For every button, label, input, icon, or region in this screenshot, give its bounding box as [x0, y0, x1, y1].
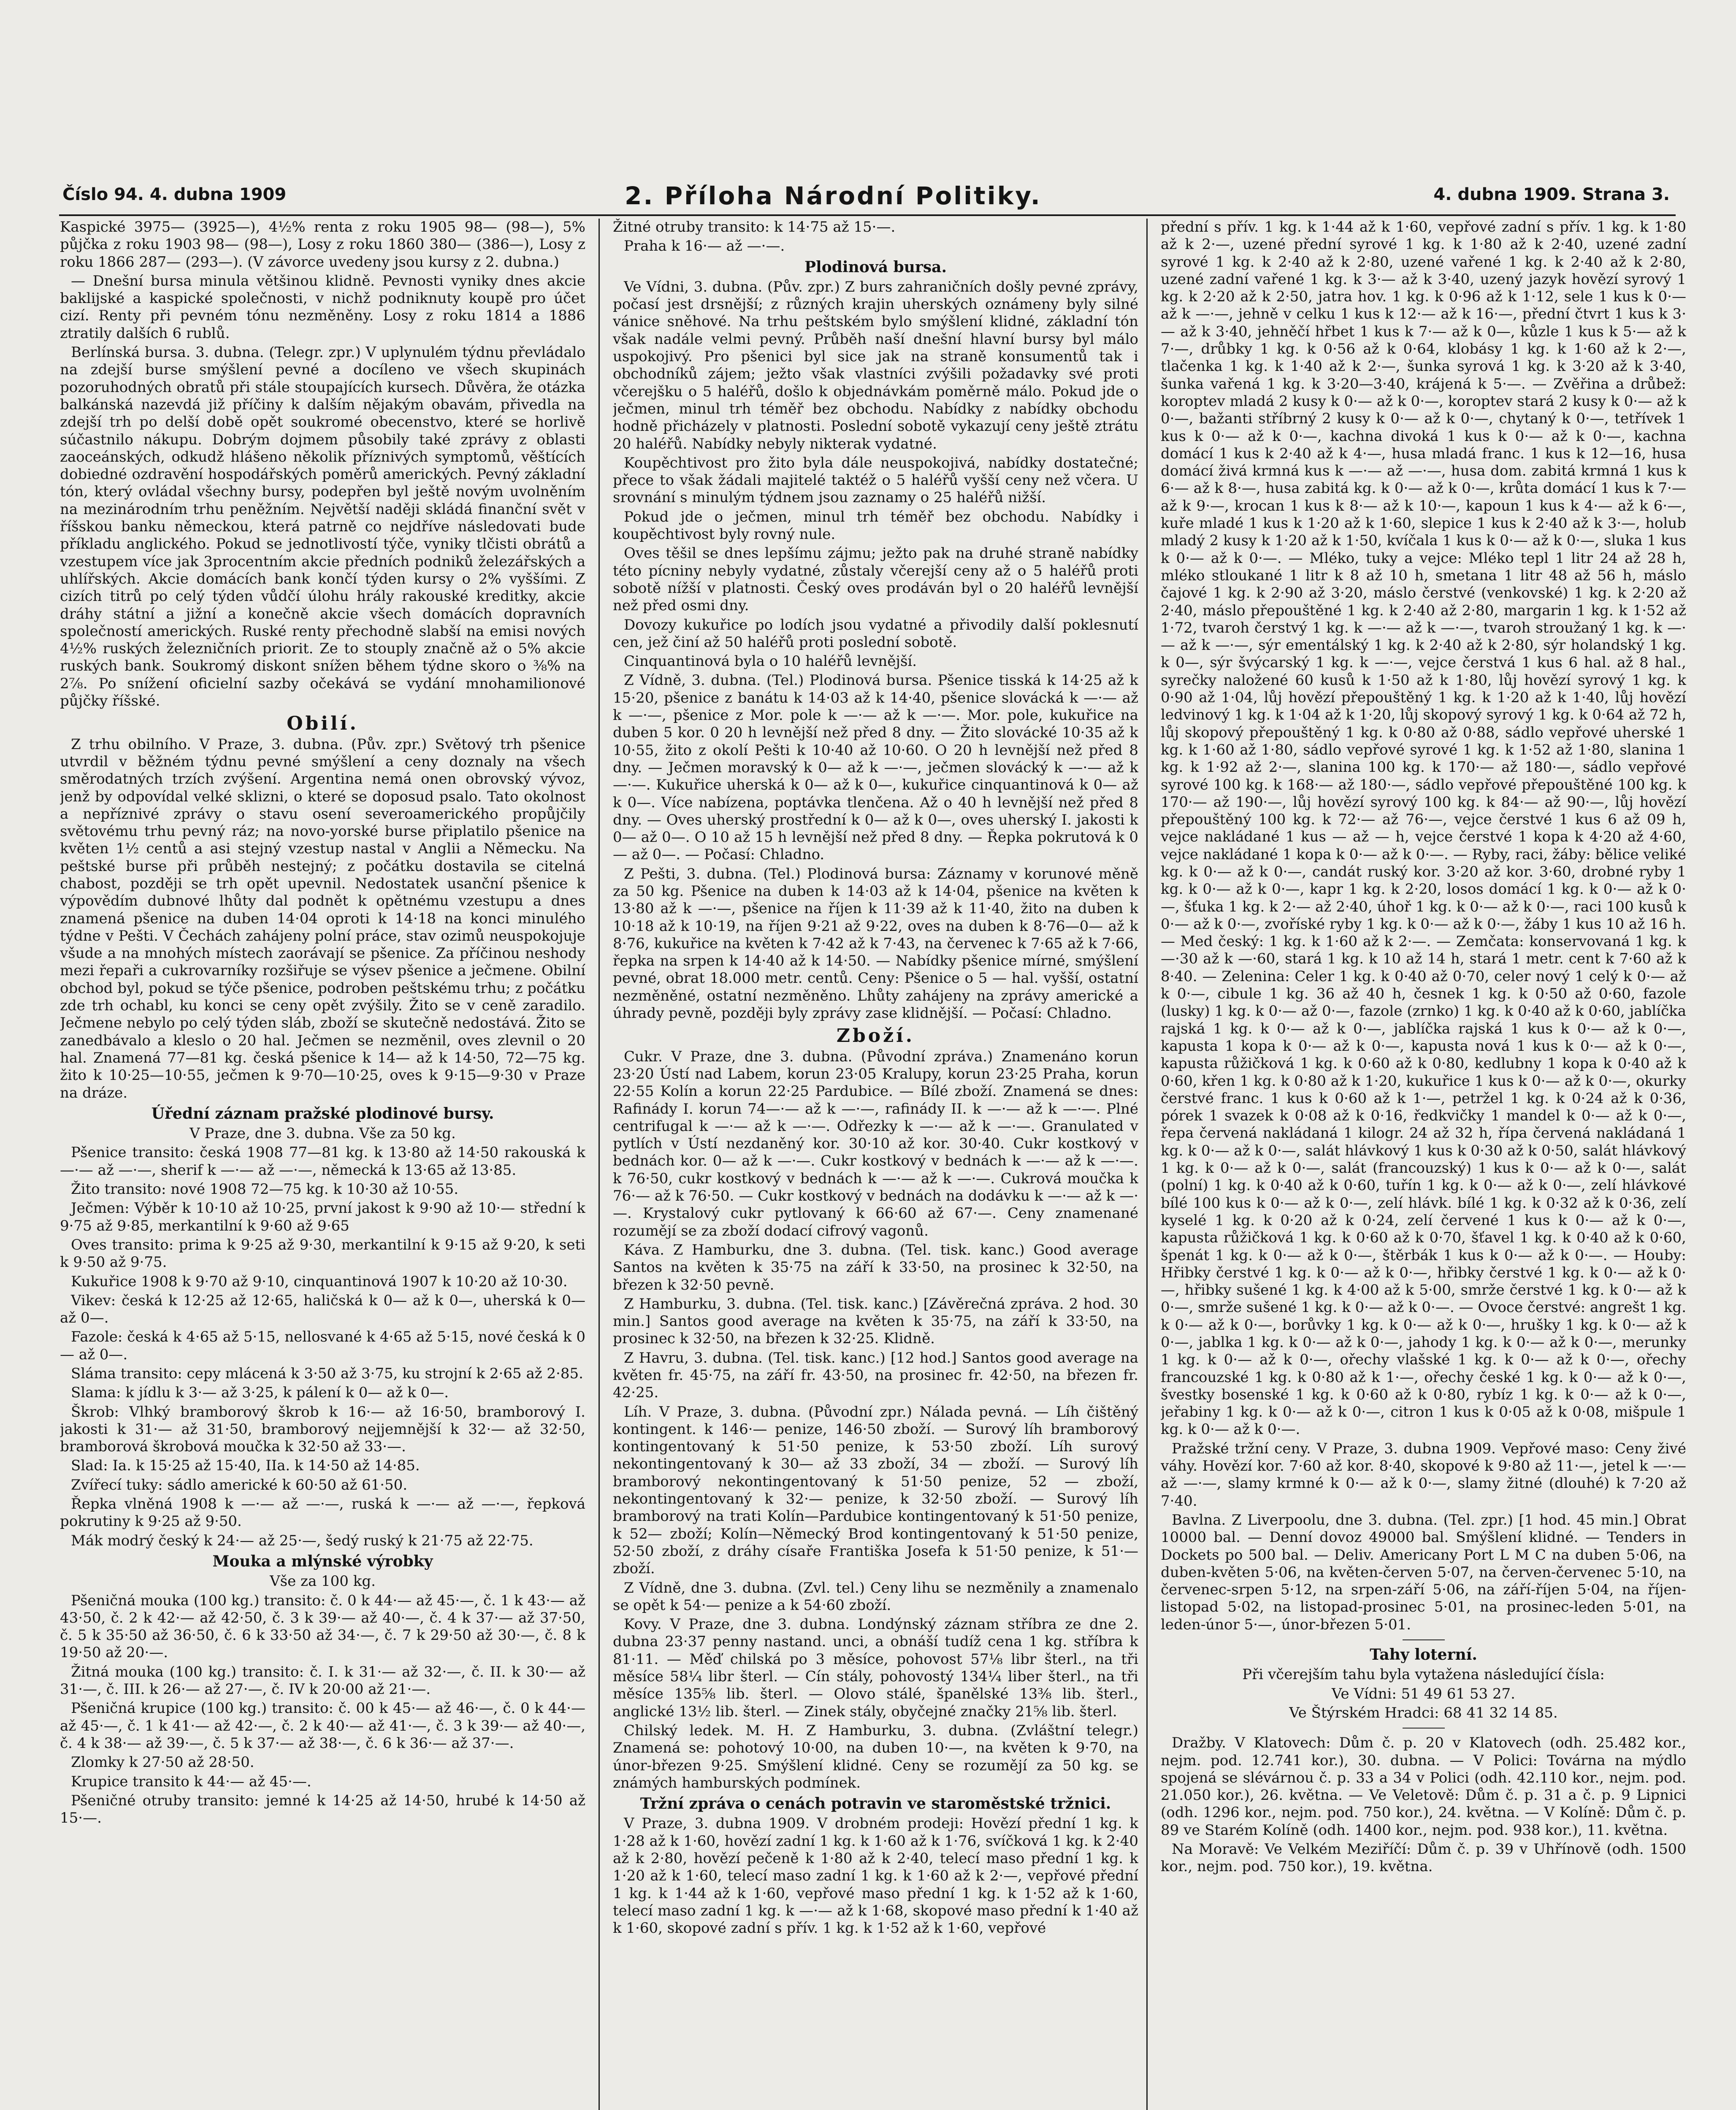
- paragraph: Žitné otruby transito: k 14·75 až 15·—.: [613, 219, 896, 235]
- paragraph: Fazole: česká k 4·65 až 5·15, nellosvané k 4·65 až 5·15, nové česká k 0— až 0—.: [60, 1328, 585, 1363]
- paragraph: Oves těšil se dnes lepšímu zájmu; ježto pak na druhé straně nabídky této pícniny nebyly vydatné, zůstaly včerejší ceny až o 5 haléřů proti sobotě nížší v platnosti. Český oves prodáván byl o 20 haléřů levnější než před osmi dny.: [613, 545, 1138, 614]
- paragraph: Řepka vlněná 1908 k —·— až —·—, ruská k —·— až —·—, řepková pokrutiny k 9·25 až 9·50.: [60, 1496, 585, 1530]
- paragraph: Z Pešti, 3. dubna. (Tel.) Plodinová bursa: Záznamy v korunové měně za 50 kg. Pšenice na duben k 14·03 až k 14·04, pšenice na květen k 13·80 až k —·—, pšenice na říjen k 11·39 až k 11·40, žito na duben k 10·18 až k 10·19, na říjen 9·21 až 9·22, oves na duben k 8·76—0— až k 8·76, kukuřice na květen k 7·42 až k 7·43, na červenec k 7·65 až k 7·66, řepka na srpen k 14·40 až k 14·50. — Nabídky pšenice mírné, smýšlení pevné, obrat 18.000 metr. centů. Ceny: Pšenice o 5 — hal. vyšší, ostatní nezměněné, ostatní nezměněno. Lhůty zahájeny na zprávy americké a úhrady pevně, později byly zprávy zase klidnější. — Počasí: Chladno.: [613, 865, 1138, 1022]
- paragraph: Z trhu obilního. V Praze, 3. dubna. (Pův. zpr.) Světový trh pšenice utvrdil v běžném týdnu pevné smýšlení a ceny doznaly na všech směrodatných trzích zvýšení. Argentina nemá onen obrovský vývoz, jenž by odpovídal velké sklizni, o které se doposud psalo. Tato okolnost a nepříznivé zprávy o stavu osení severoamerického propůjčily světovému trhu pevný ráz; na novo-yorské burse připlatilo pšenice na květen 1½ centů a asi stejný vzestup nastal v Anglii a Německu. Na peštské burse při průběh nestejný; z počátku dostavila se citelná chabost, později se trh opět upevnil. Nedostatek usanční pšenice k výpovědím dubnové lhůty dal podnět k opětnému vzestupu a dnes znamená pšenice na duben 14·04 oproti k 14·18 na konci minulého týdne v Pešti. V Čechách zahájeny polní práce, stav ozimů neuspokojuje všude a na mnohých místech zaorávají se pšenice. Za příčinou neshody mezi řepaři a cukrovarníky rozšiřuje se výsev pšenice a ječmene. Obilní obchod byl, pokud se týče pšenice, podroben peštskému trhu; z počátku zde trh ochabl, ku konci se ceny opět zvýšily. Žito se v ceně zaradilo. Ječmene nebylo po celý týden sláb, zboží se skutečně nedostává. Žito se zanedbávalo a kleslo o 20 hal. Ječmen se nezměnil, oves zlevnil o 20 hal. Znamená 77—81 kg. česká pšenice k 14— až k 14·50, 72—75 kg. žito k 10·25—10·55, ječmen k 9·70—10·25, oves k 9·15—9·30 v Praze na dráze.: [60, 736, 585, 1101]
- paragraph: Pšenice transito: česká 1908 77—81 kg. k 13·80 až 14·50 rakouská k —·— až —·—, sherif k —·— až —·—, německá k 13·65 až 13·85.: [60, 1144, 585, 1179]
- paragraph: přední s přív. 1 kg. k 1·44 až k 1·60, vepřové zadní s přív. 1 kg. k 1·80 až k 2·—, uzené přední syrové 1 kg. k 1·80 až k 2·40, uzené zadní syrové 1 kg. k 2·40 až k 2·80, uzené vařené 1 kg. k 2·40 až k 2·80, uzené zadní vařené 1 kg. k 3·— až k 3·40, uzený jazyk hovězí syrový 1 kg. k 2·20 až k 2·50, jatra hov. 1 kg. k 0·96 až k 1·12, sele 1 kus k 0·— až k —·—, jehně v celku 1 kus k 12·— až k 16·—, přední čtvrt 1 kus k 3·— až k 3·40, jehněčí hřbet 1 kus k 7·— až k 0—, kůzle 1 kus k 5·— až k 7·—, drůbky 1 kg. k 0·56 až k 0·64, klobásy 1 kg. k 1·60 až k 2·—, tlačenka 1 kg. k 1·40 až k 2·—, šunka syrová 1 kg. k 3·20 až k 3·40, šunka vařená 1 kg. k 3·20—3·40, krájená k 5·—. — Zvěřina a drůbež: koroptev mladá 2 kusy k 0·— až k 0·—, koroptev stará 2 kusy k 0·— až k 0·—, bažanti stříbrný 2 kusy k 0·— až k 0·—, chytaný k 0·—, tetřívek 1 kus k 0·— až k 0·—, kachna divoká 1 kus k 0·— až k 0·—, kachna domácí 1 kus k 2·40 až k 4·—, husa mladá franc. 1 kus k 12—16, husa domácí živá krmná kus k —·— až —·—, husa dom. zabitá krmná 1 kus k 6·— až k 8·—, husa zabitá kg. k 0·— až k 0·—, krůta domácí 1 kus k 7·— až k 9·—, krocan 1 kus k 8·— až k 10·—, kapoun 1 kus k 4·— až k 6·—, kuře mladé 1 kus k 1·20 až k 1·60, slepice 1 kus k 2·40 až k 3·—, holub mladý 2 kusy k 1·20 až k 1·50, kvíčala 1 kus k 0·— až k 0·—, sluka 1 kus k 0·— až k 0·—. — Mléko, tuky a vejce: Mléko tepl 1 litr 24 až 28 h, mléko stloukané 1 litr k 8 až 10 h, smetana 1 litr 48 až 56 h, máslo čajové 1 kg. k 2·90 až 3·20, máslo čerstvé (venkovské) 1 kg. k 2·20 až 2·40, máslo přepouštěné 1 kg. k 2·40 až 2·80, margarin 1 kg. k 1·52 až 1·72, tvaroh čerstvý 1 kg. k —·— až k —·—, tvaroh stroužaný 1 kg. k —·— až k —·—, sýr ementálský 1 kg. k 2·40 až k 2·80, sýr holandský 1 kg. k 0—, sýr švýcarský 1 kg. k —·—, vejce čerstvá 1 kus 6 hal. až 8 hal., syrečky naložené 60 kusů k 1·50 až k 1·80, lůj hovězí syrový 1 kg. k 0·90 až 1·04, lůj hovězí přepouštěný 1 kg. k 1·20 až k 1·40, lůj hovězí ledvinový 1 kg. k 1·04 až k 1·20, lůj skopový syrový 1 kg. k 0·64 až 72 h, lůj skopový přepouštěný 1 kg. k 0·80 až 0·88, sádlo vepřové uherské 1 kg. k 1·60 až 1·80, sádlo vepřové syrové 1 kg. k 1·52 až 1·80, slanina 1 kg. k 1·92 až 2·—, slanina 100 kg. k 170·— až 180·—, sádlo vepřové syrové 100 kg. k 168·— až 180·—, sádlo vepřové přepouštěné 100 kg. k 170·— až 190·—, lůj hovězí syrový 100 kg. k 84·— až 90·—, lůj hovězí přepouštěný 100 kg. k 72·— až 76·—, vejce čerstvé 1 kus 6 až 09 h, vejce nakládané 1 kus — až — h, vejce čerstvé 1 kopa k 4·20 až 4·60, vejce nakládané 1 kopa k 0·— až k 0·—. — Ryby, raci, žáby: bělice veliké kg. k 0·— až k 0·—, candát ruský kor. 3·20 až kor. 3·60, drobné ryby 1 kg. k 0·— až k 0·—, kapr 1 kg. k 2·20, losos domácí 1 kg. k 0·— až k 0·—, šťuka 1 kg. k 2·— až 2·40, úhoř 1 kg. k 0·— až k 0·—, raci 100 kusů k 0·— až k 0·—, zvoříské ryby 1 kg. k 0·— až k 0·—, žáby 1 kus 10 až 16 h. — Med český: 1 kg. k 1·60 až k 2·—. — Zemčata: konservovaná 1 kg. k —·30 až k —·60, stará 1 kg. k 10 až 14 h, stará 1 metr. cent k 7·60 až k 8·40. — Zelenina: Celer 1 kg. k 0·40 až 0·70, celer nový 1 celý k 0·— až k 0·—, cibule 1 kg. 36 až 40 h, česnek 1 kg. k 0·50 až 0·60, fazole (lusky) 1 kg. k 0·— až 0·—, fazole (zrnko) 1 kg. k 0·40 až k 0·60, jablíčka rajská 1 kg. k 0·— až k 0·—, jablíčka rajská 1 kus k 0·— až k 0·—, kapusta 1 kopa k 0·— až k 0·—, kapusta nová 1 kus k 0·— až k 0·—, kapusta růžičková 1 kg. k 0·60 až k 0·80, kedlubny 1 kopa k 0·40 až k 0·60, křen 1 kg. k 0·80 až k 1·20, kukuřice 1 kus k 0·— až k 0·—, okurky čerstvé franc. 1 kus k 0·60 až k 1·—, petržel 1 kg. k 0·24 až k 0·36, pórek 1 svazek k 0·08 až k 0·16, ředkvičky 1 mandel k 0·— až k 0·—, řepa červená nakládaná 1 kilogr. 24 až 32 h, řípa červená nakládaná 1 kg. k 0·— až k 0·—, salát hlávkový 1 kus k 0·30 až k 0·50, salát hlávkový 1 kg. k 0·— až k 0·—, salát (francouzský) 1 kus k 0·— až k 0·—, salát (polní) 1 kg. k 0·40 až k 0·60, tuřín 1 kg. k 0·— až k 0·—, zelí hlávkové bílé 100 kus k 0·— až k 0·—, zelí hlávk. bílé 1 kg. k 0·32 až k 0·36, zelí kyselé 1 kg. k 0·20 až k 0·24, zelí červené 1 kus k 0·— až k 0·—, kapusta růžičková 1 kg. k 0·60 až k 0·70, šťavel 1 kg. k 0·40 až k 0·60, špenát 1 kg. k 0·— až k 0·—, štěrbák 1 kus k 0·— až k 0·—. — Houby: Hřibky čerstvé 1 kg. k 0·— až k 0·—, hřibky čerstvé 1 kg. k 0·— až k 0·—, hřibky sušené 1 kg. k 4·00 až k 5·00, smrže čerstvé 1 kg. k 0·— až k 0·—, smrže sušené 1 kg. k 0·— až k 0·—. — Ovoce čerstvé: angrešt 1 kg. k 0·— až k 0·—, borůvky 1 kg. k 0·— až k 0·—, hrušky 1 kg. k 0·— až k 0·—, jablka 1 kg. k 0·— až k 0·—, jahody 1 kg. k 0·— až k 0·—, merunky 1 kg. k 0·— až k 0·—, ořechy vlašské 1 kg. k 0·— až k 0·—, ořechy francouzské 1 kg. k 0·80 až k 1·—, ořechy české 1 kg. k 0·— až k 0·—, švestky bosenské 1 kg. k 0·60 až k 0·80, rybíz 1 kg. k 0·— až k 0·—, jeřabiny 1 kg. k 0·— až k 0·—, citron 1 kus k 0·05 až k 0·08, mišpule 1 kg. k 0·— až k 0·—.: [1161, 219, 1686, 1438]
- section-heading: Tahy loterní.: [1370, 1646, 1477, 1664]
- paragraph: Z Havru, 3. dubna. (Tel. tisk. kanc.) [12 hod.] Santos good average na květen fr. 45·75, na září fr. 43·50, na prosinec fr. 42·50, na březen fr. 42·25.: [613, 1349, 1138, 1401]
- column-divider: [599, 219, 600, 2110]
- paragraph: Zvířecí tuky: sádlo americké k 60·50 až 61·50.: [71, 1476, 408, 1493]
- paragraph: Krupice transito k 44·— až 45·—.: [71, 1773, 311, 1790]
- paragraph: Dovozy kukuřice po lodích jsou vydatné a přivodily další poklesnutí cen, jež činí až 50 haléřů proti poslední sobotě.: [613, 616, 1138, 651]
- paragraph: Žitná mouka (100 kg.) transito: č. I. k 31·— až 32·—, č. II. k 30·— až 31·—, č. III. k 26·— až 27·—, č. IV k 20·00 až 21·—.: [60, 1663, 585, 1698]
- paragraph: Kaspické 3975— (3925—), 4½% renta z roku 1905 98— (98—), 5% půjčka z roku 1903 98— (98—), Losy z roku 1860 380— (386—), Losy z roku 1866 287— (293—). (V závorce uvedeny jsou kursy z 2. dubna.): [60, 219, 585, 271]
- paragraph: Oves transito: prima k 9·25 až 9·30, merkantilní k 9·15 až 9·20, k seti k 9·50 až 9·75.: [60, 1236, 585, 1271]
- paragraph: Cinquantinová byla o 10 haléřů levnější.: [624, 653, 917, 670]
- paragraph: Z Vídně, 3. dubna. (Tel.) Plodinová bursa. Pšenice tisská k 14·25 až k 15·20, pšenice z banátu k 14·03 až k 14·40, pšenice slovácká k —·— až k —·—, pšenice z Mor. pole k —·— až k —·—. Mor. pole, kukuřice na duben 5 kor. 0 20 h levnější než před 8 dny. — Žito slovácké 10·35 až k 10·55, žito z okolí Pešti k 10·40 až 10·60. O 20 h levnější než před 8 dny. — Ječmen moravský k 0— až k —·—, ječmen slovácký k —·— až k —·—. Kukuřice uherská k 0— až k 0—, kukuřice cinquantinová k 0— až k 0—. Více nabízena, poptávka tlenčena. Až o 40 h levnější než před 8 dny. — Oves uherský prostřední k 0— až k 0—, oves uherský I. jakosti k 0— až 0—. O 10 až 15 h levnější než před 8 dny. — Řepka pokrutová k 0— až 0—. — Počasí: Chladno.: [613, 672, 1138, 863]
- section-heading: Tržní zpráva o cenách potravin ve staroměstské tržnici.: [640, 1795, 1111, 1813]
- paragraph: — Dnešní bursa minula většinou klidně. Pevnosti vyniky dnes akcie baklijské a kaspické společnosti, v nichž podniknuty koupě pro účet cizí. Renty při pevném tónu nezměněny. Losy z roku 1814 a 1886 ztratily dalších 6 rublů.: [60, 272, 585, 342]
- paragraph: Pšeničná krupice (100 kg.) transito: č. 00 k 45·— až 46·—, č. 0 k 44·— až 45·—, č. 1 k 41·— až 42·—, č. 2 k 40·— až 41·—, č. 3 k 39·— až 40·—, č. 4 k 38·— až 39·—, č. 5 k 37·— až 38·—, č. 6 k 36·— až 37·—.: [60, 1700, 585, 1752]
- paragraph: Zlomky k 27·50 až 28·50.: [71, 1754, 255, 1771]
- paragraph: Z Vídně, dne 3. dubna. (Zvl. tel.) Ceny lihu se nezměnily a znamenalo se opět k 54·— penize a k 54·60 zboží.: [613, 1579, 1138, 1614]
- paragraph: Pražské tržní ceny. V Praze, 3. dubna 1909. Vepřové maso: Ceny živé váhy. Hovězí kor. 7·60 až kor. 8·40, skopové k 9·80 až 11·—, jetel k —·— až —·—, slamy krmné k 0·— až k 0·—, slamy žitné (dlouhé) k 7·20 až 7·40.: [1161, 1440, 1686, 1509]
- paragraph: Ječmen: Výběr k 10·10 až 10·25, první jakost k 9·90 až 10·— střední k 9·75 až 9·85, merkantilní k 9·60 až 9·65: [60, 1200, 585, 1234]
- paragraph: Slama: k jídlu k 3·— až 3·25, k pálení k 0— až k 0—.: [71, 1384, 449, 1401]
- paragraph: Bavlna. Z Liverpoolu, dne 3. dubna. (Tel. zpr.) [1 hod. 45 min.] Obrat 10000 bal. — Denní dovoz 49000 bal. Smýšlení klidné. — Tenders in Dockets po 500 bal. — Deliv. Americany Port L M C na duben 5·06, na duben-květen 5·06, na květen-červen 5·07, na červen-červenec 5·10, na červenec-srpen 5·12, na srpen-září 5·06, na září-říjen 5·04, na říjen-listopad 5·02, na listopad-prosinec 5·01, na prosinec-leden 5·01, na leden-únor 5·—, únor-březen 5·01.: [1161, 1511, 1686, 1633]
- paragraph: Cukr. V Praze, dne 3. dubna. (Původní zpráva.) Znamenáno korun 23·20 Ústí nad Labem, korun 23·05 Kralupy, korun 23·25 Praha, korun 22·55 Kolín a korun 22·25 Pardubice. — Bílé zboží. Znamená se dnes: Rafinády I. korun 74—·— až k —·—, rafinády II. k —·— až k —·—. Plné centrifugal k —·— až k —·—. Odřezky k —·— až k —·—. Granulated v pytlích v Ústí nezdaněný kor. 30·10 až kor. 30·40. Cukr kostkový v bednách kor. 0— až k —·—. Cukr kostkový v bednách k —·— až k —·—. k 76·50, cukr kostkový v bednách k —·— až k —·—. Cukrová moučka k 76·— až k 76·50. — Cukr kostkový v bednách na dodávku k —·— až k —·—. Krystalový cukr pytlovaný k 66·60 až 67·—. Ceny znamenané rozumějí se za zboží dodací cifrový vagonů.: [613, 1048, 1138, 1239]
- paragraph: Dražby. V Klatovech: Dům č. p. 20 v Klatovech (odh. 25.482 kor., nejm. pod. 12.741 kor.), 30. dubna. — V Polici: Továrna na mýdlo spojená se slévárnou č. p. 33 a 34 v Polici (odh. 42.110 kor., nejm. pod. 21.050 kor.), 26. května. — Ve Veletově: Dům č. p. 31 a č. p. 9 Lipnici (odh. 1296 kor., nejm. pod. 750 kor.), 24. května. — V Kolíně: Dům č. p. 89 ve Starém Kolíně (odh. 1400 kor., nejm. pod. 938 kor.), 11. května.: [1161, 1734, 1686, 1839]
- separator-rule: [1403, 1639, 1445, 1640]
- paragraph: Pšeničné otruby transito: jemné k 14·25 až 14·50, hrubé k 14·50 až 15·—.: [60, 1792, 585, 1827]
- section-heading: Obilí.: [287, 713, 359, 735]
- paragraph: Na Moravě: Ve Velkém Meziříčí: Dům č. p. 39 v Uhřínově (odh. 1500 kor., nejm. pod. 750 kor.), 19. května.: [1161, 1841, 1686, 1875]
- paragraph: Vše za 100 kg.: [270, 1573, 376, 1590]
- paragraph: Kovy. V Praze, dne 3. dubna. Londýnský záznam stříbra ze dne 2. dubna 23·37 penny nastand. unci, a obnáší tudíž cena 1 kg. stříbra k 81·11. — Měď chilská po 3 měsíce, pohovost 57⅛ libr šterl., na tři měsíce 58¼ libr šterl. — Cín stály, pohovostý 134¼ liber šterl., na tři měsíce 135⅝ lib. šterl. — Olovo stálé, španělské 13⅜ lib. šterl., anglické 13½ lib. šterl. — Zinek stály, obyčejné značky 21⅝ lib. šterl.: [613, 1616, 1138, 1720]
- section-heading: Zboží.: [836, 1025, 915, 1047]
- paragraph: Škrob: Vlhký bramborový škrob k 16·— až 16·50, bramborový I. jakosti k 31·— až 31·50, bramborový nejjemnější k 32·— až 32·50, bramborová škrobová moučka k 32·50 až 33·—.: [60, 1403, 585, 1455]
- paragraph: Pšeničná mouka (100 kg.) transito: č. 0 k 44·— až 45·—, č. 1 k 43·— až 43·50, č. 2 k 42·— až 42·50, č. 3 k 39·— až 40·—, č. 4 k 37·— až 37·50, č. 5 k 35·50 až 36·50, č. 6 k 33·50 až 34·—, č. 7 k 29·50 až 30·—, č. 8 k 19·50 až 20·—.: [60, 1592, 585, 1661]
- paragraph: Praha k 16·— až —·—.: [624, 238, 785, 255]
- separator-rule: [1403, 1728, 1445, 1729]
- paragraph: Káva. Z Hamburku, dne 3. dubna. (Tel. tisk. kanc.) Good average Santos na květen k 35·75 na září k 33·50, na prosinec k 32·50, na březen k 32·50 pevně.: [613, 1241, 1138, 1293]
- paragraph: Ve Vídni: 51 49 61 53 27.: [1332, 1685, 1515, 1702]
- page-header: [59, 181, 1676, 211]
- column-1: [60, 219, 585, 2110]
- paragraph: Líh. V Praze, 3. dubna. (Původní zpr.) Nálada pevná. — Líh čištěný kontingent. k 146·— penize, 146·50 zboží. — Surový líh bramborový kontingentovaný k 51·50 penize, k 53·50 zboží. Líh surový nekontingentovaný k 30— až 33 zboží, 34 — zboží. — Surový líh bramborový nekontingentovaný k 51·50 penize, 52 — zboží, nekontingentovaný k 32·— penize, k 32·50 zboží. — Surový líh bramborový na trati Kolín—Pardubice kontingentovaný k 51·50 penize, k 52— zboží; Kolín—Německý Brod kontingentovaný k 51·50 penize, 52·50 zboží, z dráhy císaře Františka Josefa k 51·50 penize, k 51·— zboží.: [613, 1403, 1138, 1577]
- column-3: [1161, 219, 1686, 2110]
- paragraph: Mák modrý český k 24·— až 25·—, šedý ruský k 21·75 až 22·75.: [71, 1532, 534, 1549]
- header-rule: [59, 214, 1676, 216]
- paragraph: Z Hamburku, 3. dubna. (Tel. tisk. kanc.) [Závěrečná zpráva. 2 hod. 30 min.] Santos good average na květen k 35·75, na září k 33·50, na prosinec k 32·50, na březen k 32·25. Klidně.: [613, 1295, 1138, 1347]
- paragraph: Ve Vídni, 3. dubna. (Pův. zpr.) Z burs zahraničních došly pevné zprávy, počasí jest drsnější; z různých krajin uherských oznámeny byly silné vánice sněhové. Na trhu peštském bylo smýšlení klidné, základní tón však nadále velmi pevný. Průběh naší dnešní hlavní bursy byl málo uspokojivý. Pro pšenici byl sice jak na straně konsumentů tak i obchodníků zájem; ježto však vlastníci zvýšili požadavky své proti včerejšku o 5 haléřů, došlo k objednávkám poměrně málo. Pokud jde o ječmen, minul trh téměř bez obchodu. Nabídky z nabídky obchodu hodně přicházely v platnosti. Poslední sobotě vykazují ceny ještě ztrátu 20 haléřů. Nabídky nebyly nikterak vydatné.: [613, 278, 1138, 452]
- supplement-title: 2. Příloha Národní Politiky.: [625, 181, 1042, 210]
- paragraph: V Praze, dne 3. dubna. Vše za 50 kg.: [190, 1125, 456, 1142]
- page-date-number: 4. dubna 1909. Strana 3.: [1433, 185, 1670, 204]
- section-heading: Mouka a mlýnské výrobky: [212, 1552, 433, 1570]
- paragraph: Kukuřice 1908 k 9·70 až 9·10, cinquantinová 1907 k 10·20 až 10·30.: [71, 1273, 568, 1290]
- paragraph: Chilský ledek. M. H. Z Hamburku, 3. dubna. (Zvláštní telegr.) Znamená se: pohotový 10·00, na duben 10·—, na květen k 9·70, na únor-březen 9·25. Smýšlení klidné. Ceny se rozumějí za 50 kg. se známých hamburských podmínek.: [613, 1722, 1138, 1791]
- paragraph: Koupěchtivost pro žito byla dále neuspokojivá, nabídky dostatečné; přece to však žádali majitelé taktéž o 5 haléřů vyšší ceny než včera. U srovnání s minulým týdnem jsou zaznamy o 25 haléřů nižší.: [613, 454, 1138, 506]
- section-subheading: Úřední záznam pražské plodinové bursy.: [151, 1104, 494, 1123]
- paragraph: Vikev: česká k 12·25 až 12·65, haličská k 0— až k 0—, uherská k 0— až 0—.: [60, 1292, 585, 1327]
- column-divider: [1146, 219, 1148, 2110]
- paragraph: Pokud jde o ječmen, minul trh téměř bez obchodu. Nabídky i koupěchtivost byly rovný nule.: [613, 508, 1138, 543]
- issue-number-date: Číslo 94. 4. dubna 1909: [62, 185, 287, 204]
- paragraph: Při včerejším tahu byla vytažena následující čísla:: [1242, 1666, 1605, 1683]
- section-heading: Plodinová bursa.: [804, 258, 947, 276]
- paragraph: V Praze, 3. dubna 1909. V drobném prodeji: Hovězí přední 1 kg. k 1·28 až k 1·60, hovězí zadní 1 kg. k 1·60 až k 1·76, svíčková 1 kg. k 2·40 až k 2·80, hovězí pečeně k 1·80 až k 2·40, telecí maso přední 1 kg. k 1·20 až k 1·60, telecí maso zadní 1 kg. k 1·60 až k 2·—, vepřové přední 1 kg. k 1·44 až k 1·60, vepřové maso přední 1 kg. k 1·52 až k 1·60, telecí maso zadní 1 kg. k —·— až k 1·68, skopové maso přední k 1·40 až k 1·60, skopové zadní s přív. 1 kg. k 1·52 až k 1·60, vepřové: [613, 1815, 1138, 1937]
- paragraph: Sláma transito: cepy mlácená k 3·50 až 3·75, ku strojní k 2·65 až 2·85.: [71, 1365, 583, 1382]
- column-2: [613, 219, 1138, 2110]
- paragraph: Žito transito: nové 1908 72—75 kg. k 10·30 až 10·55.: [71, 1181, 459, 1198]
- paragraph: Berlínská bursa. 3. dubna. (Telegr. zpr.) V uplynulém týdnu převládalo na zdejší burse smýšlení pevné a docíleno ve všech skupinách pozoruhodných obratů při stále stoupajících kursech. Důvěra, že otázka balkánská nazevdá již příčiny k dalším nějakým obavám, přivedla na zdejší trh po delší době opět soukromé obecenstvo, které se horlivě súčastnilo nákupu. Dobrým dojmem působily také zprávy z oblasti zaoceánských, odkudž hlášeno několik příznivých symptomů, věštících dobiedné ozdravění hospodářských poměrů amerických. Pevný základní tón, který ovládal všechny bursy, podepřen byl ještě novým uvolněním na mezinárodním trhu peněžním. Největší naději skládá finanční svět v říšskou banku německou, která patrně co nejdříve následovati bude příkladu anglického. Pokud se jednotlivostí týče, vyniky tlčisti obrátů a vzestupem více jak 3procentním akcie předních podniků železářských a uhlířských. Akcie domácích bank končí týden kursy o 2% vyššími. Z cizích titrů po celý týden vůdčí úlohu hrály rakouské kreditky, akcie dráhy státní a jižní a konečně akcie všech domácích dopravních společností amerických. Ruské renty přechodně slabší na emisi nových 4½% ruských železničních priorit. Ze to stouply značně až o 5% akcie ruských bank. Soukromý diskont snížen během týdne skoro o ⅜% na 2⅞. Po snížení oficielní sazby očekává se vydání mnohamilionové půjčky říšské.: [60, 344, 585, 710]
- paragraph: Slad: Ia. k 15·25 až 15·40, IIa. k 14·50 až 14·85.: [71, 1457, 420, 1474]
- paragraph: Ve Štýrském Hradci: 68 41 32 14 85.: [1289, 1704, 1558, 1721]
